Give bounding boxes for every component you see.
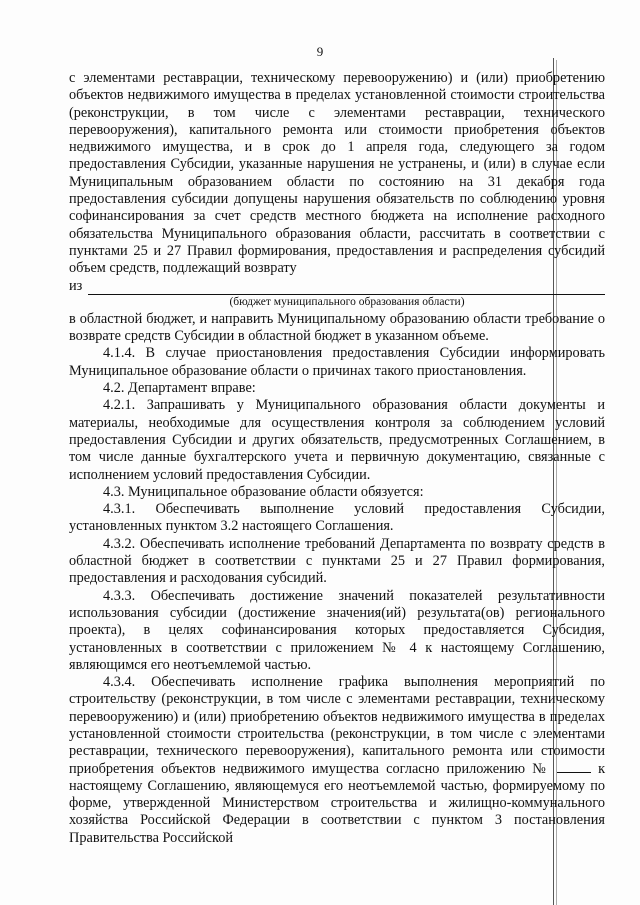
paragraph-4-3-4 — [69, 674, 605, 847]
paragraph-4-3-3: 4.3.3. Обеспечивать достижение значений показателей результативности использования субсидии (достижение значения(ий) результата(ов) регионального проекта), в целях софинансирования которых предоставляется Субсидия, установленных в соответствии с приложением № 4 к настоящему Соглашению, являющимся его неотъемлемой частью. — [69, 587, 605, 673]
fill-in-line — [69, 278, 605, 295]
fill-caption: (бюджет муниципального образования области) — [229, 295, 465, 308]
paragraph-4-3: 4.3. Муниципальное образование области обязуется: — [103, 483, 424, 500]
paragraph-4-3-4-part-a: 4.3.4. Обеспечивать исполнение графика выполнения мероприятий по строительству (реконструкции, в том числе с элементами реставрации, техническому перевооружению) и (или) приобретению объектов недвижимого имущества в пределах установленной стоимости строительства (реконструкции, в том числе с элементами реставрации, технического перевооружения), капитального ремонта или стоимости приобретения объектов недвижимого имущества согласно приложению № — [69, 674, 605, 777]
paragraph-4-1-4: 4.1.4. В случае приостановления предоставления Субсидии информировать Муниципальное образование области о причинах такого приостановления. — [69, 345, 605, 379]
fill-prefix: из — [69, 277, 83, 294]
document-body — [69, 70, 605, 847]
appendix-number-blank — [557, 762, 591, 773]
paragraph-return-demand: в областной бюджет, и направить Муниципальному образованию области требование о возврате средств Субсидии в областной бюджет в указанном объеме. — [69, 310, 605, 345]
paragraph-4-2: 4.2. Департамент вправе: — [103, 380, 256, 397]
paragraph-4-3-2: 4.3.2. Обеспечивать исполнение требований Департамента по возврату средств в областной бюджет в соответствии с пунктами 25 и 27 Правил формирования, предоставления и расходования субсидий. — [69, 535, 605, 587]
page-number: 9 — [316, 44, 324, 59]
paragraph-continuation: с элементами реставрации, техническому перевооружению) и (или) приобретению объектов недвижимого имущества в пределах установленной стоимости строительства (реконструкции, в том числе с элементами реставрации, технического перевооружения), капитального ремонта или стоимости приобретения объектов недвижимого имущества, и в срок до 1 апреля года, следующего за годом предоставления Субсидии, указанные нарушения не устранены, и (или) в случае если Муниципальным образованием области по состоянию на 31 декабря года предоставления субсидии допущены нарушения обязательств по соблюдению уровня софинансирования за счет средств местного бюджета на исполнение расходного обязательства Муниципального образования области, рассчитать в соответствии с пунктами 25 и 27 Правил формирования, предоставления и распределения субсидий объем средств, подлежащий возврату — [69, 70, 605, 277]
paragraph-4-2-1: 4.2.1. Запрашивать у Муниципального образования области документы и материалы, необходимые для осуществления контроля за соблюдением условий предоставления Субсидии и других обязательств, предусмотренных Соглашением, в том числе данные бухгалтерского учета и первичную документацию, связанные с исполнением условий предоставления Субсидии. — [69, 397, 605, 483]
paragraph-4-3-4-part-b: к настоящему Соглашению, являющемуся его неотъемлемой частью, формируемому по форме, утвержденной Министерством строительства и жилищно-коммунального хозяйства Российской Федерации в соответствии с пунктом 3 постановления Правительства Российской — [69, 760, 606, 846]
blank-field — [88, 282, 605, 295]
paragraph-4-3-1: 4.3.1. Обеспечивать выполнение условий предоставления Субсидии, установленных пунктом 3.2 настоящего Соглашения. — [69, 501, 605, 535]
